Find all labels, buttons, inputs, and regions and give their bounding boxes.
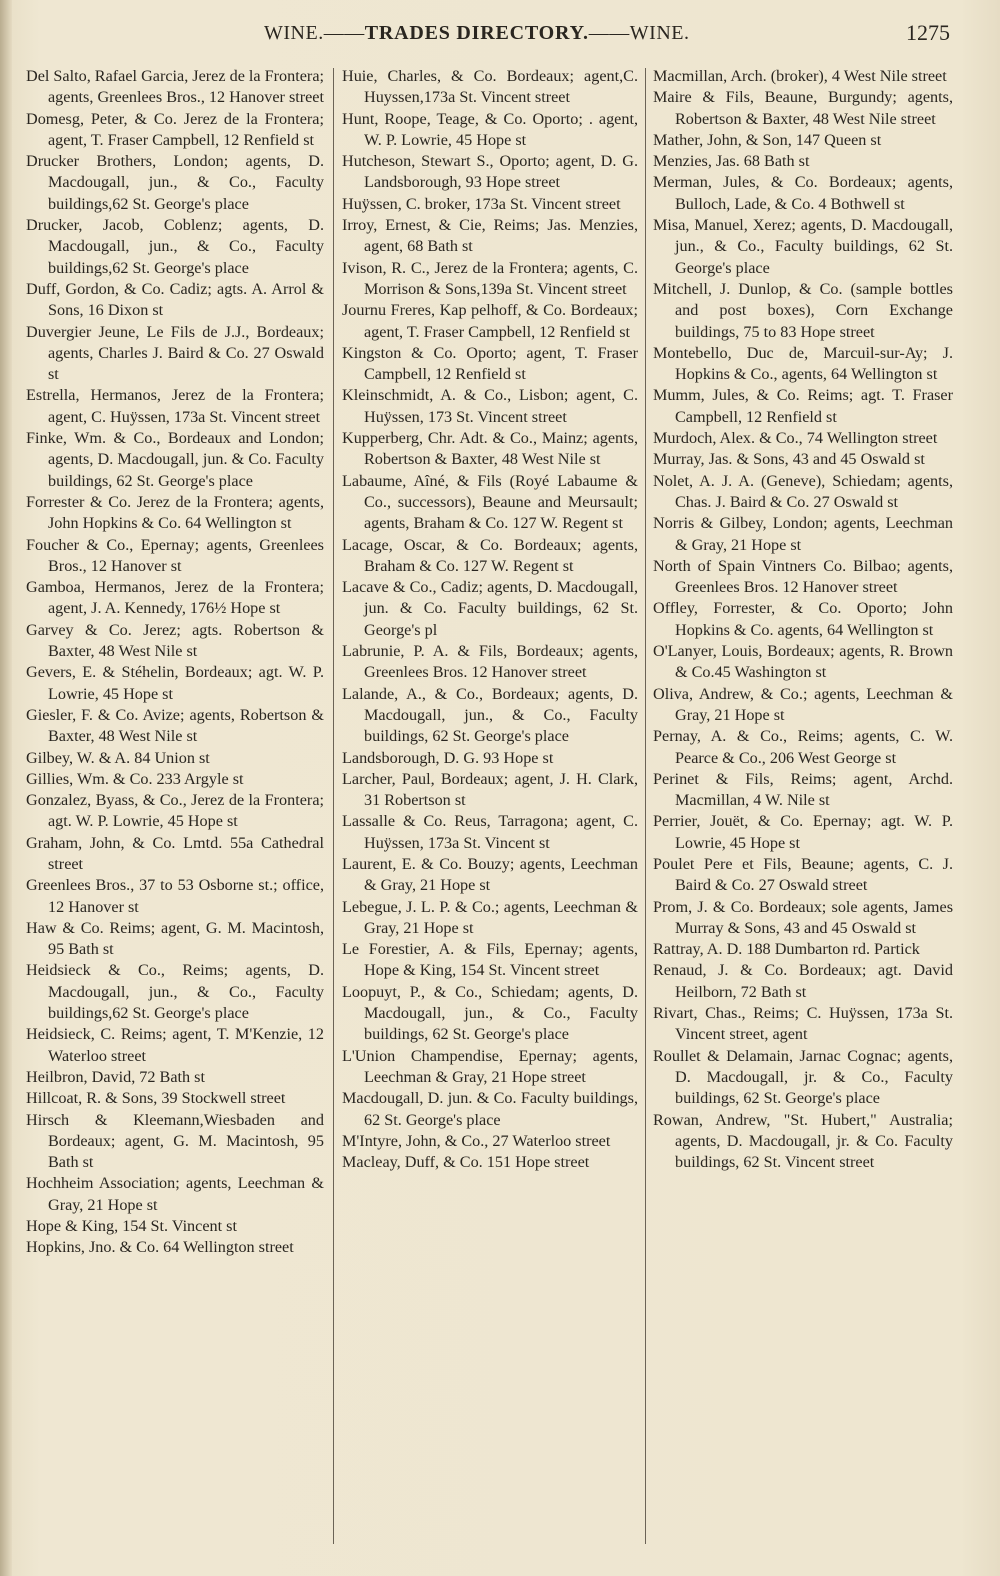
directory-entry: Laurent, E. & Co. Bouzy; agents, Leechman & Gray, 21 Hope st bbox=[342, 854, 638, 895]
directory-entry: Perinet & Fils, Reims; agent, Archd. Macmillan, 4 W. Nile st bbox=[653, 769, 953, 810]
directory-entry: Heidsieck & Co., Reims; agents, D. Macdougall, jun., & Co., Faculty buildings,62 St. George's place bbox=[26, 961, 324, 1023]
directory-entry: Labaume, Aîné, & Fils (Royé Labaume & Co., successors), Beaune and Meursault; agents, Braham & Co. 127 W. Regent st bbox=[342, 471, 638, 533]
directory-entry: Roullet & Delamain, Jarnac Cognac; agents, D. Macdougall, jr. & Co., Faculty buildings, 62 St. George's place bbox=[653, 1046, 953, 1108]
directory-entry: Gevers, E. & Stéhelin, Bordeaux; agt. W. P. Lowrie, 45 Hope st bbox=[26, 663, 324, 703]
directory-entry: Gillies, Wm. & Co. 233 Argyle st bbox=[26, 769, 244, 788]
directory-entry: Finke, Wm. & Co., Bordeaux and London; agents, D. Macdougall, jun. & Co. Faculty buildings, 62 St. George's place bbox=[26, 429, 324, 490]
directory-entry: Estrella, Hermanos, Jerez de la Frontera; agent, C. Huÿssen, 173a St. Vincent street bbox=[26, 386, 324, 426]
directory-entry: Loopuyt, P., & Co., Schiedam; agents, D. Macdougall, jun., & Co., Faculty buildings, 62 St. George's place bbox=[342, 982, 638, 1044]
directory-entry: Merman, Jules, & Co. Bordeaux; agents, Bulloch, Lade, & Co. 4 Bothwell st bbox=[653, 173, 953, 213]
directory-entry: Mumm, Jules, & Co. Reims; agt. T. Fraser Campbell, 12 Renfield st bbox=[653, 386, 953, 426]
directory-entry: Lassalle & Co. Reus, Tarragona; agent, C. Huÿssen, 173a St. Vincent st bbox=[342, 812, 638, 852]
directory-entry: Drucker Brothers, London; agents, D. Macdougall, jun., & Co., Faculty buildings,62 St. George's place bbox=[26, 152, 324, 213]
directory-entry: Garvey & Co. Jerez; agts. Robertson & Baxter, 48 West Nile st bbox=[26, 620, 324, 661]
directory-entry: Kleinschmidt, A. & Co., Lisbon; agent, C. Huÿssen, 173 St. Vincent street bbox=[342, 386, 638, 426]
directory-entry: Forrester & Co. Jerez de la Frontera; agents, John Hopkins & Co. 64 Wellington st bbox=[26, 492, 324, 533]
page-number: 1275 bbox=[906, 20, 950, 45]
directory-entry: Larcher, Paul, Bordeaux; agent, J. H. Clark, 31 Robertson st bbox=[342, 769, 638, 810]
directory-entry: Montebello, Duc de, Marcuil-sur-Ay; J. Hopkins & Co., agents, 64 Wellington st bbox=[653, 343, 953, 384]
directory-entry: Macleay, Duff, & Co. 151 Hope street bbox=[342, 1153, 590, 1172]
directory-entry: Landsborough, D. G. 93 Hope st bbox=[342, 748, 554, 767]
directory-entry: Duff, Gordon, & Co. Cadiz; agts. A. Arrol & Sons, 16 Dixon st bbox=[26, 279, 324, 320]
directory-entry: O'Lanyer, Louis, Bordeaux; agents, R. Brown & Co.45 Washington st bbox=[653, 642, 953, 682]
directory-entry: Le Forestier, A. & Fils, Epernay; agents, Hope & King, 154 St. Vincent street bbox=[342, 940, 638, 980]
directory-entry: Rowan, Andrew, "St. Hubert," Australia; agents, D. Macdougall, jr. & Co. Faculty buildings, 62 St. Vincent street bbox=[653, 1110, 953, 1172]
directory-entry: Heilbron, David, 72 Bath st bbox=[26, 1067, 205, 1086]
directory-entry: Greenlees Bros., 37 to 53 Osborne st.; office, 12 Hanover st bbox=[26, 876, 324, 916]
directory-entry: Huÿssen, C. broker, 173a St. Vincent street bbox=[342, 194, 621, 213]
directory-entry: Gonzalez, Byass, & Co., Jerez de la Frontera; agt. W. P. Lowrie, 45 Hope st bbox=[26, 791, 324, 831]
directory-entry: Norris & Gilbey, London; agents, Leechman & Gray, 21 Hope st bbox=[653, 514, 953, 554]
directory-column-1 bbox=[26, 66, 324, 1259]
directory-entry: M'Intyre, John, & Co., 27 Waterloo street bbox=[342, 1131, 611, 1150]
directory-entry: Renaud, J. & Co. Bordeaux; agt. David Heilborn, 72 Bath st bbox=[653, 961, 953, 1001]
directory-entry: North of Spain Vintners Co. Bilbao; agents, Greenlees Bros. 12 Hanover street bbox=[653, 556, 953, 597]
directory-entry: Lalande, A., & Co., Bordeaux; agents, D. Macdougall, jun., & Co., Faculty buildings, 62 St. George's place bbox=[342, 684, 638, 746]
directory-entry: Mitchell, J. Dunlop, & Co. (sample bottles and post boxes), Corn Exchange buildings, 75 to 83 Hope street bbox=[653, 279, 953, 341]
directory-entry: Poulet Pere et Fils, Beaune; agents, C. J. Baird & Co. 27 Oswald street bbox=[653, 854, 953, 895]
directory-entry: Gilbey, W. & A. 84 Union st bbox=[26, 748, 210, 767]
directory-entry: Macmillan, Arch. (broker), 4 West Nile street bbox=[653, 67, 947, 85]
directory-entry: Hillcoat, R. & Sons, 39 Stockwell street bbox=[26, 1089, 286, 1108]
directory-entry: Duvergier Jeune, Le Fils de J.J., Bordeaux; agents, Charles J. Baird & Co. 27 Oswald st bbox=[26, 322, 324, 384]
header-dash-left: —— bbox=[323, 22, 365, 44]
directory-entry: Kupperberg, Chr. Adt. & Co., Mainz; agents, Robertson & Baxter, 48 West Nile st bbox=[342, 429, 638, 469]
directory-column-3 bbox=[653, 66, 953, 1173]
directory-entry: Murdoch, Alex. & Co., 74 Wellington street bbox=[653, 429, 938, 448]
column-rule-right bbox=[645, 68, 646, 1544]
directory-entry: Perrier, Jouët, & Co. Epernay; agt. W. P. Lowrie, 45 Hope st bbox=[653, 812, 953, 852]
directory-entry: Hochheim Association; agents, Leechman & Gray, 21 Hope st bbox=[26, 1174, 324, 1214]
directory-entry: Drucker, Jacob, Coblenz; agents, D. Macdougall, jun., & Co., Faculty buildings,62 St. George's place bbox=[26, 216, 324, 277]
directory-entry: Huie, Charles, & Co. Bordeaux; agent,C. Huyssen,173a St. Vincent street bbox=[342, 67, 638, 107]
directory-entry: Graham, John, & Co. Lmtd. 55a Cathedral street bbox=[26, 833, 324, 873]
directory-entry: Menzies, Jas. 68 Bath st bbox=[653, 152, 810, 171]
directory-entry: Giesler, F. & Co. Avize; agents, Robertson & Baxter, 48 West Nile st bbox=[26, 705, 324, 746]
directory-entry: Irroy, Ernest, & Cie, Reims; Jas. Menzies, agent, 68 Bath st bbox=[342, 216, 638, 256]
directory-entry: Pernay, A. & Co., Reims; agents, C. W. Pearce & Co., 206 West George st bbox=[653, 727, 953, 767]
directory-entry: Kingston & Co. Oporto; agent, T. Fraser Campbell, 12 Renfield st bbox=[342, 343, 638, 384]
directory-entry: Misa, Manuel, Xerez; agents, D. Macdougall, jun., & Co., Faculty buildings, 62 St. George's place bbox=[653, 216, 953, 277]
header-title-line bbox=[264, 22, 689, 45]
directory-entry: Offley, Forrester, & Co. Oporto; John Hopkins & Co. agents, 64 Wellington st bbox=[653, 599, 953, 639]
directory-entry: L'Union Champendise, Epernay; agents, Leechman & Gray, 21 Hope street bbox=[342, 1046, 638, 1086]
directory-entry: Hutcheson, Stewart S., Oporto; agent, D. G. Landsborough, 93 Hope street bbox=[342, 152, 638, 192]
directory-entry: Prom, J. & Co. Bordeaux; sole agents, James Murray & Sons, 43 and 45 Oswald st bbox=[653, 897, 953, 937]
directory-entry: Lacage, Oscar, & Co. Bordeaux; agents, Braham & Co. 127 W. Regent st bbox=[342, 535, 638, 575]
directory-entry: Rivart, Chas., Reims; C. Huÿssen, 173a St. Vincent street, agent bbox=[653, 1004, 953, 1044]
directory-entry: Hirsch & Kleemann,Wiesbaden and Bordeaux; agent, G. M. Macintosh, 95 Bath st bbox=[26, 1110, 324, 1172]
directory-entry: Oliva, Andrew, & Co.; agents, Leechman & Gray, 21 Hope st bbox=[653, 684, 953, 724]
directory-entry: Haw & Co. Reims; agent, G. M. Macintosh, 95 Bath st bbox=[26, 918, 324, 959]
directory-entry: Lacave & Co., Cadiz; agents, D. Macdougall, jun. & Co. Faculty buildings, 62 St. George's pl bbox=[342, 578, 638, 639]
directory-entry: Journu Freres, Kap pelhoff, & Co. Bordeaux; agent, T. Fraser Campbell, 12 Renfield st bbox=[342, 301, 638, 341]
directory-entry: Macdougall, D. jun. & Co. Faculty buildings, 62 St. George's place bbox=[342, 1089, 638, 1129]
binding-edge bbox=[0, 0, 12, 1576]
directory-entry: Mather, John, & Son, 147 Queen st bbox=[653, 130, 882, 149]
directory-column-2 bbox=[342, 66, 638, 1173]
directory-entry: Lebegue, J. L. P. & Co.; agents, Leechman & Gray, 21 Hope st bbox=[342, 897, 638, 937]
directory-entry: Del Salto, Rafael Garcia, Jerez de la Frontera; agents, Greenlees Bros., 12 Hanover street bbox=[26, 67, 324, 107]
directory-entry: Hope & King, 154 St. Vincent st bbox=[26, 1217, 237, 1236]
directory-entry: Murray, Jas. & Sons, 43 and 45 Oswald st bbox=[653, 450, 925, 469]
running-header bbox=[0, 22, 1000, 52]
directory-entry: Gamboa, Hermanos, Jerez de la Frontera; agent, J. A. Kennedy, 176½ Hope st bbox=[26, 578, 324, 618]
directory-entry: Maire & Fils, Beaune, Burgundy; agents, Robertson & Baxter, 48 West Nile street bbox=[653, 88, 953, 128]
header-title: TRADES DIRECTORY. bbox=[364, 22, 589, 44]
directory-entry: Heidsieck, C. Reims; agent, T. M'Kenzie, 12 Waterloo street bbox=[26, 1025, 324, 1065]
directory-entry: Hunt, Roope, Teage, & Co. Oporto; . agent, W. P. Lowrie, 45 Hope st bbox=[342, 109, 638, 149]
directory-entry: Nolet, A. J. A. (Geneve), Schiedam; agents, Chas. J. Baird & Co. 27 Oswald st bbox=[653, 471, 953, 511]
header-right-word: WINE. bbox=[629, 22, 690, 44]
directory-entry: Ivison, R. C., Jerez de la Frontera; agents, C. Morrison & Sons,139a St. Vincent street bbox=[342, 258, 638, 298]
directory-entry: Hopkins, Jno. & Co. 64 Wellington street bbox=[26, 1238, 294, 1257]
directory-entry: Labrunie, P. A. & Fils, Bordeaux; agents, Greenlees Bros. 12 Hanover street bbox=[342, 642, 638, 682]
column-rule-left bbox=[333, 68, 334, 1544]
directory-entry: Domesg, Peter, & Co. Jerez de la Frontera; agent, T. Fraser Campbell, 12 Renfield st bbox=[26, 109, 324, 149]
header-dash-right: —— bbox=[588, 22, 630, 44]
directory-entry: Foucher & Co., Epernay; agents, Greenlees Bros., 12 Hanover st bbox=[26, 535, 324, 575]
header-left-word: WINE. bbox=[264, 22, 324, 44]
directory-entry: Rattray, A. D. 188 Dumbarton rd. Partick bbox=[653, 940, 920, 959]
